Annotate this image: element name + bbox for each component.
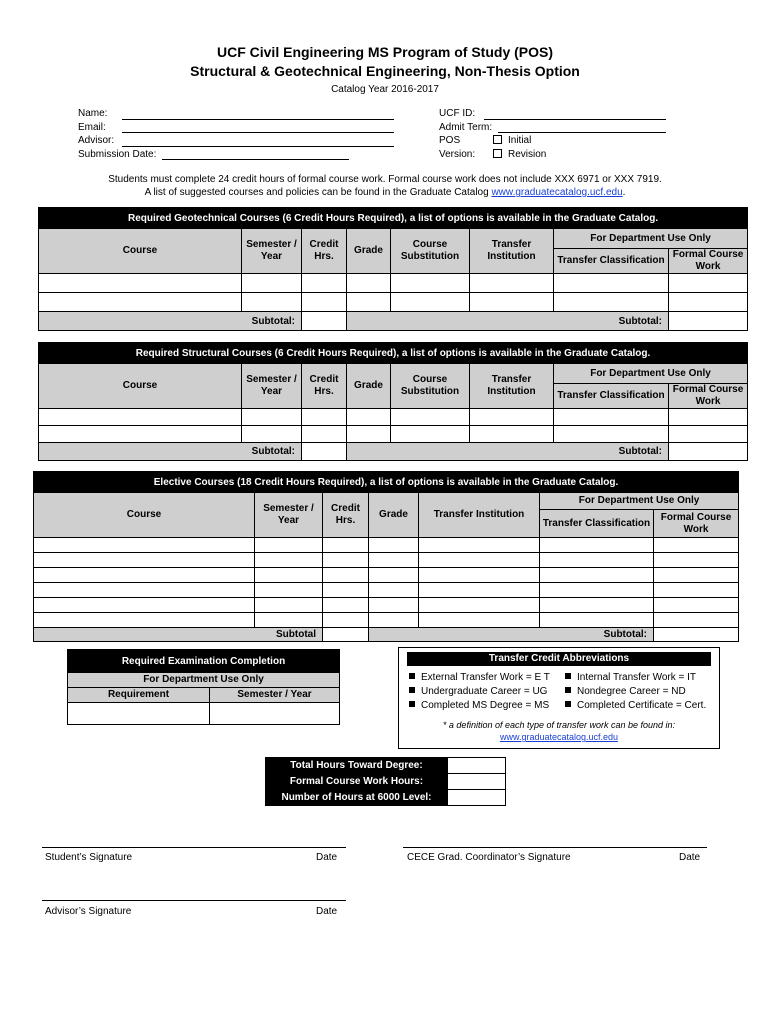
formal-cell[interactable] bbox=[654, 613, 739, 628]
subtotal-label: Subtotal: bbox=[39, 443, 302, 461]
table-row bbox=[39, 426, 748, 443]
grade-header: Grade bbox=[369, 493, 419, 538]
institution-cell[interactable] bbox=[470, 293, 554, 312]
course-header: Course bbox=[39, 364, 242, 409]
admit-term-label: Admit Term: bbox=[439, 122, 493, 133]
table-row bbox=[34, 538, 739, 553]
ucf-id-field[interactable] bbox=[484, 119, 666, 120]
bullet-icon bbox=[409, 701, 415, 707]
transfer-classification-header: Transfer Classification bbox=[540, 510, 654, 538]
institution-cell[interactable] bbox=[419, 583, 540, 598]
exam-dept-use: For Department Use Only bbox=[68, 673, 340, 688]
abbreviation-item bbox=[409, 686, 547, 697]
semester-cell[interactable] bbox=[255, 538, 323, 553]
credit-hrs-header: Credit Hrs. bbox=[302, 364, 347, 409]
grade-cell[interactable] bbox=[347, 409, 391, 426]
pos-label: POS bbox=[439, 135, 461, 146]
grade-cell[interactable] bbox=[369, 553, 419, 568]
course-header: Course bbox=[39, 229, 242, 274]
credit-cell[interactable] bbox=[302, 293, 347, 312]
student-date-label: Date bbox=[316, 852, 338, 863]
course-cell[interactable] bbox=[34, 598, 255, 613]
version-label: Version: bbox=[439, 149, 476, 160]
formal-cell[interactable] bbox=[654, 553, 739, 568]
abbreviation-item bbox=[565, 686, 686, 697]
table-row bbox=[34, 568, 739, 583]
level-6000-cell[interactable] bbox=[448, 790, 506, 806]
abbreviations-title: Transfer Credit Abbreviations bbox=[407, 652, 711, 666]
classification-cell[interactable] bbox=[554, 426, 669, 443]
admit-term-field[interactable] bbox=[498, 132, 666, 133]
geotech-table bbox=[38, 207, 748, 331]
course-substitution-header: Course Substitution bbox=[391, 364, 470, 409]
classification-cell[interactable] bbox=[540, 553, 654, 568]
course-cell[interactable] bbox=[34, 583, 255, 598]
institution-cell[interactable] bbox=[419, 568, 540, 583]
dept-subtotal-label: Subtotal: bbox=[347, 312, 669, 331]
classification-cell[interactable] bbox=[554, 293, 669, 312]
formal-course-work-header: Formal Course Work bbox=[669, 384, 748, 409]
bullet-icon bbox=[565, 701, 571, 707]
table-row bbox=[39, 293, 748, 312]
subtotal-credit-cell[interactable] bbox=[302, 312, 347, 331]
formal-cell[interactable] bbox=[669, 409, 748, 426]
semester-cell[interactable] bbox=[242, 274, 302, 293]
course-cell[interactable] bbox=[34, 613, 255, 628]
subtotal-credit-cell[interactable] bbox=[302, 443, 347, 461]
requirement-header: Requirement bbox=[68, 688, 210, 703]
abbreviation-text: Internal Transfer Work = IT bbox=[577, 672, 697, 683]
semester-cell[interactable] bbox=[255, 613, 323, 628]
transfer-institution-header: Transfer Institution bbox=[470, 364, 554, 409]
course-header: Course bbox=[34, 493, 255, 538]
substitution-cell[interactable] bbox=[391, 293, 470, 312]
dept-subtotal-label: Subtotal: bbox=[347, 443, 669, 461]
structural-title: Required Structural Courses (6 Credit Hours Required), a list of options is available in the Graduate Catalog. bbox=[39, 343, 748, 364]
catalog-note-end: . bbox=[622, 187, 626, 198]
abbreviation-item bbox=[565, 672, 696, 683]
credit-cell[interactable] bbox=[323, 568, 369, 583]
abbreviation-text: Undergraduate Career = UG bbox=[421, 686, 548, 697]
catalog-note bbox=[0, 187, 770, 198]
name-field[interactable] bbox=[122, 119, 394, 120]
initial-label: Initial bbox=[508, 135, 532, 146]
advisor-signature-line[interactable] bbox=[42, 900, 346, 901]
grade-header: Grade bbox=[347, 364, 391, 409]
abbreviation-item bbox=[409, 672, 550, 683]
advisor-label: Advisor: bbox=[78, 135, 115, 146]
advisor-field[interactable] bbox=[122, 146, 394, 147]
credit-cell[interactable] bbox=[323, 538, 369, 553]
semester-cell[interactable] bbox=[255, 583, 323, 598]
exam-semester-cell[interactable] bbox=[210, 703, 340, 725]
advisor-date-label: Date bbox=[316, 906, 338, 917]
dept-subtotal-cell[interactable] bbox=[654, 628, 739, 642]
dept-subtotal-label: Subtotal: bbox=[369, 628, 654, 642]
initial-checkbox[interactable] bbox=[493, 135, 531, 146]
semester-cell[interactable] bbox=[242, 293, 302, 312]
exam-semester-header: Semester / Year bbox=[210, 688, 340, 703]
exam-table bbox=[67, 649, 340, 725]
student-signature-label: Student’s Signature bbox=[45, 852, 133, 863]
credit-hrs-header: Credit Hrs. bbox=[302, 229, 347, 274]
substitution-cell[interactable] bbox=[391, 274, 470, 293]
table-row bbox=[34, 583, 739, 598]
abbreviation-text: External Transfer Work = E T bbox=[421, 672, 550, 683]
formal-course-work-header: Formal Course Work bbox=[654, 510, 739, 538]
course-cell[interactable] bbox=[34, 553, 255, 568]
semester-cell[interactable] bbox=[255, 598, 323, 613]
course-cell[interactable] bbox=[39, 274, 242, 293]
page-title: UCF Civil Engineering MS Program of Study (POS) bbox=[216, 44, 554, 60]
advisor-signature-label: Advisor’s Signature bbox=[45, 906, 132, 917]
grade-cell[interactable] bbox=[369, 598, 419, 613]
transfer-classification-header: Transfer Classification bbox=[554, 249, 669, 274]
bullet-icon bbox=[409, 687, 415, 693]
abbreviation-text: Completed Certificate = Cert. bbox=[577, 700, 707, 711]
semester-cell[interactable] bbox=[255, 553, 323, 568]
coordinator-signature-label: CECE Grad. Coordinator’s Signature bbox=[407, 852, 571, 863]
course-cell[interactable] bbox=[39, 409, 242, 426]
classification-cell[interactable] bbox=[540, 583, 654, 598]
graduate-catalog-link[interactable]: www.graduatecatalog.ucf.edu bbox=[491, 187, 623, 198]
abbreviations-note: * a definition of each type of transfer work can be found in: bbox=[442, 720, 676, 730]
page-subtitle: Structural & Geotechnical Engineering, Non-Thesis Option bbox=[190, 63, 580, 79]
transfer-institution-header: Transfer Institution bbox=[419, 493, 540, 538]
abbreviation-item bbox=[409, 700, 549, 711]
course-cell[interactable] bbox=[34, 568, 255, 583]
semester-cell[interactable] bbox=[255, 568, 323, 583]
formal-cell[interactable] bbox=[654, 598, 739, 613]
formal-cell[interactable] bbox=[669, 426, 748, 443]
grade-cell[interactable] bbox=[369, 538, 419, 553]
transfer-institution-header: Transfer Institution bbox=[470, 229, 554, 274]
dept-subtotal-cell[interactable] bbox=[669, 312, 748, 331]
dept-use-header: For Department Use Only bbox=[540, 493, 739, 510]
requirements-note: Students must complete 24 credit hours of formal course work. Formal course work does not include XXX 6971 or XXX 7919. bbox=[108, 174, 662, 185]
formal-cell[interactable] bbox=[654, 583, 739, 598]
coordinator-date-label: Date bbox=[679, 852, 701, 863]
course-substitution-header: Course Substitution bbox=[391, 229, 470, 274]
bullet-icon bbox=[565, 673, 571, 679]
formal-hours-label: Formal Course Work Hours: bbox=[266, 774, 448, 790]
grade-cell[interactable] bbox=[347, 274, 391, 293]
email-field[interactable] bbox=[122, 132, 394, 133]
level-6000-label: Number of Hours at 6000 Level: bbox=[266, 790, 448, 806]
grade-cell[interactable] bbox=[369, 613, 419, 628]
course-cell[interactable] bbox=[34, 538, 255, 553]
submission-date-field[interactable] bbox=[162, 159, 349, 160]
dept-use-header: For Department Use Only bbox=[554, 229, 748, 249]
substitution-cell[interactable] bbox=[391, 426, 470, 443]
transfer-classification-header: Transfer Classification bbox=[554, 384, 669, 409]
requirement-cell[interactable] bbox=[68, 703, 210, 725]
classification-cell[interactable] bbox=[540, 613, 654, 628]
credit-cell[interactable] bbox=[323, 583, 369, 598]
institution-cell[interactable] bbox=[419, 553, 540, 568]
semester-cell[interactable] bbox=[242, 409, 302, 426]
credit-cell[interactable] bbox=[323, 613, 369, 628]
checkbox-icon bbox=[493, 149, 502, 158]
totals-table bbox=[265, 757, 506, 806]
name-label: Name: bbox=[78, 108, 108, 119]
credit-cell[interactable] bbox=[302, 409, 347, 426]
coordinator-signature-line[interactable] bbox=[403, 847, 707, 848]
abbreviation-text: Completed MS Degree = MS bbox=[421, 700, 550, 711]
institution-cell[interactable] bbox=[419, 613, 540, 628]
grade-cell[interactable] bbox=[347, 293, 391, 312]
revision-checkbox[interactable] bbox=[493, 149, 546, 160]
structural-table bbox=[38, 342, 748, 461]
credit-hrs-header: Credit Hrs. bbox=[323, 493, 369, 538]
student-signature-line[interactable] bbox=[42, 847, 346, 848]
institution-cell[interactable] bbox=[470, 274, 554, 293]
dept-subtotal-cell[interactable] bbox=[669, 443, 748, 461]
bullet-icon bbox=[565, 687, 571, 693]
credit-cell[interactable] bbox=[302, 426, 347, 443]
institution-cell[interactable] bbox=[470, 409, 554, 426]
revision-label: Revision bbox=[508, 149, 547, 160]
abbreviation-text: Nondegree Career = ND bbox=[577, 686, 686, 697]
total-hours-cell[interactable] bbox=[448, 758, 506, 774]
ucf-id-label: UCF ID: bbox=[439, 108, 476, 119]
grade-cell[interactable] bbox=[369, 583, 419, 598]
formal-cell[interactable] bbox=[669, 274, 748, 293]
abbreviation-item bbox=[565, 700, 706, 711]
dept-use-header: For Department Use Only bbox=[554, 364, 748, 384]
formal-cell[interactable] bbox=[669, 293, 748, 312]
exam-title: Required Examination Completion bbox=[68, 650, 340, 673]
submission-date-label: Submission Date: bbox=[78, 149, 157, 160]
geotech-title: Required Geotechnical Courses (6 Credit Hours Required), a list of options is available in the Graduate Catalog. bbox=[39, 208, 748, 229]
checkbox-icon bbox=[493, 135, 502, 144]
subtotal-credit-cell[interactable] bbox=[323, 628, 369, 642]
grade-header: Grade bbox=[347, 229, 391, 274]
table-row bbox=[34, 598, 739, 613]
classification-cell[interactable] bbox=[540, 598, 654, 613]
classification-cell[interactable] bbox=[554, 409, 669, 426]
semester-cell[interactable] bbox=[242, 426, 302, 443]
institution-cell[interactable] bbox=[419, 598, 540, 613]
classification-cell[interactable] bbox=[540, 568, 654, 583]
abbreviations-link[interactable]: www.graduatecatalog.ucf.edu bbox=[499, 732, 619, 742]
semester-year-header: Semester / Year bbox=[242, 364, 302, 409]
classification-cell[interactable] bbox=[540, 538, 654, 553]
table-row bbox=[34, 613, 739, 628]
formal-cell[interactable] bbox=[654, 568, 739, 583]
semester-year-header: Semester / Year bbox=[242, 229, 302, 274]
institution-cell[interactable] bbox=[470, 426, 554, 443]
credit-cell[interactable] bbox=[323, 553, 369, 568]
course-cell[interactable] bbox=[39, 426, 242, 443]
abbreviations-box bbox=[398, 647, 720, 749]
email-label: Email: bbox=[78, 122, 106, 133]
semester-year-header: Semester / Year bbox=[255, 493, 323, 538]
elective-title: Elective Courses (18 Credit Hours Required), a list of options is available in the Graduate Catalog. bbox=[34, 472, 739, 493]
grade-cell[interactable] bbox=[369, 568, 419, 583]
course-cell[interactable] bbox=[39, 293, 242, 312]
catalog-note-text: A list of suggested courses and policies can be found in the Graduate Catalog bbox=[144, 187, 492, 198]
institution-cell[interactable] bbox=[419, 538, 540, 553]
elective-table bbox=[33, 471, 739, 642]
credit-cell[interactable] bbox=[323, 598, 369, 613]
formal-hours-cell[interactable] bbox=[448, 774, 506, 790]
formal-cell[interactable] bbox=[654, 538, 739, 553]
catalog-year: Catalog Year 2016-2017 bbox=[331, 84, 439, 95]
substitution-cell[interactable] bbox=[391, 409, 470, 426]
credit-cell[interactable] bbox=[302, 274, 347, 293]
table-row bbox=[39, 274, 748, 293]
subtotal-label: Subtotal bbox=[34, 628, 323, 642]
table-row bbox=[39, 409, 748, 426]
formal-course-work-header: Formal Course Work bbox=[669, 249, 748, 274]
bullet-icon bbox=[409, 673, 415, 679]
table-row bbox=[34, 553, 739, 568]
total-hours-label: Total Hours Toward Degree: bbox=[266, 758, 448, 774]
classification-cell[interactable] bbox=[554, 274, 669, 293]
grade-cell[interactable] bbox=[347, 426, 391, 443]
subtotal-label: Subtotal: bbox=[39, 312, 302, 331]
